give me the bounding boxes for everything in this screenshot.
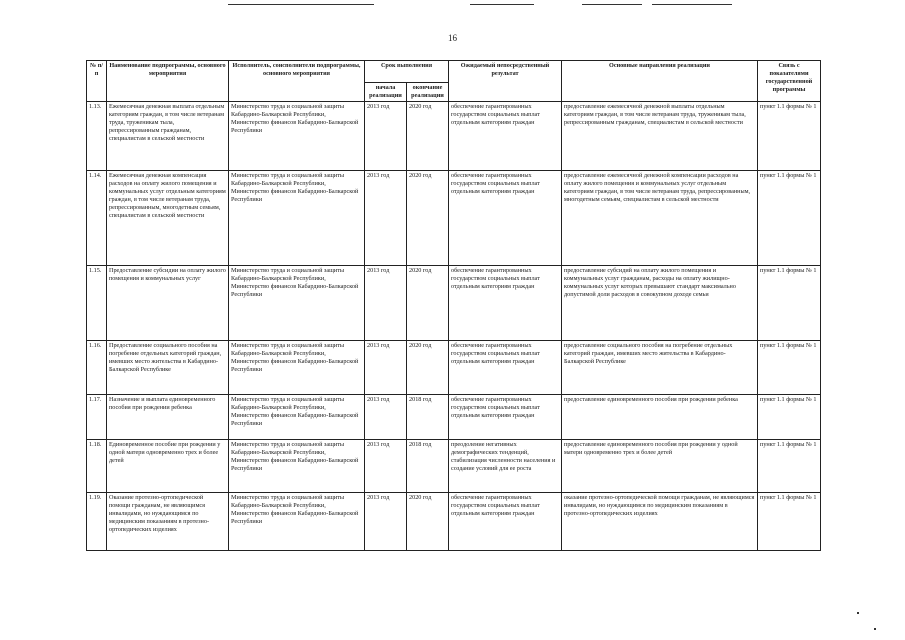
cell-name: Единовременное пособие при рождении у одной матери одновременно трех и более детей [107, 440, 229, 493]
cell-executor: Министерство труда и социальной защиты Кабардино-Балкарской Республики, Министерство финансов Кабардино-Балкарской Республики [229, 440, 365, 493]
table-row [87, 493, 821, 551]
header-directions: Основные направления реализации [562, 61, 758, 102]
cell-name: Ежемесячная денежная выплата отдельным категориям граждан, в том числе ветеранам труда, труженикам тыла, репрессированным гражданам, специалистам в сельской местности [107, 102, 229, 171]
scan-artifact [652, 4, 732, 5]
cell-executor: Министерство труда и социальной защиты Кабардино-Балкарской Республики, Министерство финансов Кабардино-Балкарской Республики [229, 395, 365, 440]
table-row [87, 440, 821, 493]
header-end: окончание реализации [407, 83, 449, 102]
scan-artifact [874, 628, 876, 630]
cell-link: пункт 1.1 формы № 1 [758, 493, 821, 551]
cell-name: Предоставление социального пособия на погребение отдельных категорий граждан, имевших место жительства в Кабардино-Балкарской Республике [107, 341, 229, 395]
cell-result: обеспечение гарантированных государством социальных выплат отдельным категориям граждан [449, 102, 562, 171]
cell-start: 2013 год [365, 171, 407, 266]
cell-result: обеспечение гарантированных государством социальных выплат отдельным категориям граждан [449, 493, 562, 551]
header-term: Срок выполнения [365, 61, 449, 83]
cell-num: 1.13. [87, 102, 107, 171]
scan-artifact [857, 612, 859, 614]
cell-link: пункт 1.1 формы № 1 [758, 266, 821, 341]
cell-end: 2018 год [407, 395, 449, 440]
table-row [87, 171, 821, 266]
cell-start: 2013 год [365, 395, 407, 440]
scan-artifact [228, 4, 374, 5]
cell-link: пункт 1.1 формы № 1 [758, 171, 821, 266]
cell-end: 2018 год [407, 440, 449, 493]
cell-directions: предоставление социального пособия на погребение отдельных категорий граждан, имевших место жительства в Кабардино-Балкарской Республике [562, 341, 758, 395]
cell-link: пункт 1.1 формы № 1 [758, 395, 821, 440]
cell-executor: Министерство труда и социальной защиты Кабардино-Балкарской Республики, Министерство финансов Кабардино-Балкарской Республики [229, 493, 365, 551]
cell-name: Оказание протезно-ортопедической помощи гражданам, не являющимся инвалидами, но нуждающимся по медицинским показаниям в протезно-ортопедических изделиях [107, 493, 229, 551]
cell-result: обеспечение гарантированных государством социальных выплат отдельным категориям граждан [449, 395, 562, 440]
cell-result: преодоление негативных демографических тенденций, стабилизация численности населения и создание условий для ее роста [449, 440, 562, 493]
cell-executor: Министерство труда и социальной защиты Кабардино-Балкарской Республики, Министерство финансов Кабардино-Балкарской Республики [229, 102, 365, 171]
cell-link: пункт 1.1 формы № 1 [758, 341, 821, 395]
cell-directions: предоставление единовременного пособия при рождении ребенка [562, 395, 758, 440]
cell-directions: предоставление ежемесячной денежной выплаты отдельным категориям граждан, в том числе ветеранам труда, труженикам тыла, репрессированным гражданам, специалистам в сельской местности [562, 102, 758, 171]
table-row [87, 341, 821, 395]
cell-start: 2013 год [365, 493, 407, 551]
cell-name: Назначение и выплата единовременного пособия при рождении ребенка [107, 395, 229, 440]
cell-num: 1.17. [87, 395, 107, 440]
header-result: Ожидаемый непосредственный результат [449, 61, 562, 102]
cell-end: 2020 год [407, 493, 449, 551]
cell-num: 1.19. [87, 493, 107, 551]
cell-directions: предоставление ежемесячной денежной компенсации расходов на оплату жилого помещения и коммунальных услуг отдельным категориям граждан, в том числе ветеранам труда, репрессированным, многодетным семьям, специалистам в сельской местности [562, 171, 758, 266]
header-name: Наименование подпрограммы, основного мероприятия [107, 61, 229, 102]
cell-result: обеспечение гарантированных государством социальных выплат отдельным категориям граждан [449, 266, 562, 341]
scan-artifact [470, 4, 534, 5]
table-row [87, 395, 821, 440]
cell-start: 2013 год [365, 341, 407, 395]
cell-end: 2020 год [407, 266, 449, 341]
program-table [86, 60, 821, 551]
cell-end: 2020 год [407, 102, 449, 171]
cell-name: Предоставление субсидии на оплату жилого помещения и коммунальных услуг [107, 266, 229, 341]
table-row [87, 266, 821, 341]
cell-directions: предоставление субсидий на оплату жилого помещения и коммунальных услуг гражданам, расходы на оплату жилищно-коммунальных услуг которых превышают стандарт максимально допустимой доли расходов в совокупном доходе семьи [562, 266, 758, 341]
header-link: Связь с показателями государственной программы [758, 61, 821, 102]
page-number: 16 [448, 33, 457, 43]
cell-start: 2013 год [365, 102, 407, 171]
cell-num: 1.18. [87, 440, 107, 493]
header-num: № п/п [87, 61, 107, 102]
cell-result: обеспечение гарантированных государством социальных выплат отдельным категориям граждан [449, 171, 562, 266]
cell-executor: Министерство труда и социальной защиты Кабардино-Балкарской Республики, Министерство финансов Кабардино-Балкарской Республики [229, 171, 365, 266]
cell-result: обеспечение гарантированных государством социальных выплат отдельным категориям граждан [449, 341, 562, 395]
scan-artifact [582, 4, 642, 5]
cell-num: 1.16. [87, 341, 107, 395]
table-row [87, 102, 821, 171]
cell-executor: Министерство труда и социальной защиты Кабардино-Балкарской Республики, Министерство финансов Кабардино-Балкарской Республики [229, 266, 365, 341]
cell-num: 1.15. [87, 266, 107, 341]
cell-end: 2020 год [407, 171, 449, 266]
cell-directions: оказание протезно-ортопедической помощи гражданам, не являющимся инвалидами, но нуждающимся по медицинским показаниям в протезно-ортопедических изделиях [562, 493, 758, 551]
cell-link: пункт 1.1 формы № 1 [758, 102, 821, 171]
cell-name: Ежемесячная денежная компенсация расходов на оплату жилого помещения и коммунальных услуг отдельным категориям граждан, в том числе ветеранам труда, репрессированным, многодетным семьям, специалистам в сельской местности [107, 171, 229, 266]
cell-executor: Министерство труда и социальной защиты Кабардино-Балкарской Республики, Министерство финансов Кабардино-Балкарской Республики [229, 341, 365, 395]
cell-link: пункт 1.1 формы № 1 [758, 440, 821, 493]
header-start: начала реализации [365, 83, 407, 102]
cell-num: 1.14. [87, 171, 107, 266]
cell-start: 2013 год [365, 440, 407, 493]
cell-directions: предоставление единовременного пособия при рождении у одной матери одновременно трех и более детей [562, 440, 758, 493]
cell-start: 2013 год [365, 266, 407, 341]
cell-end: 2020 год [407, 341, 449, 395]
header-executor: Исполнитель, соисполнители подпрограммы, основного мероприятия [229, 61, 365, 102]
